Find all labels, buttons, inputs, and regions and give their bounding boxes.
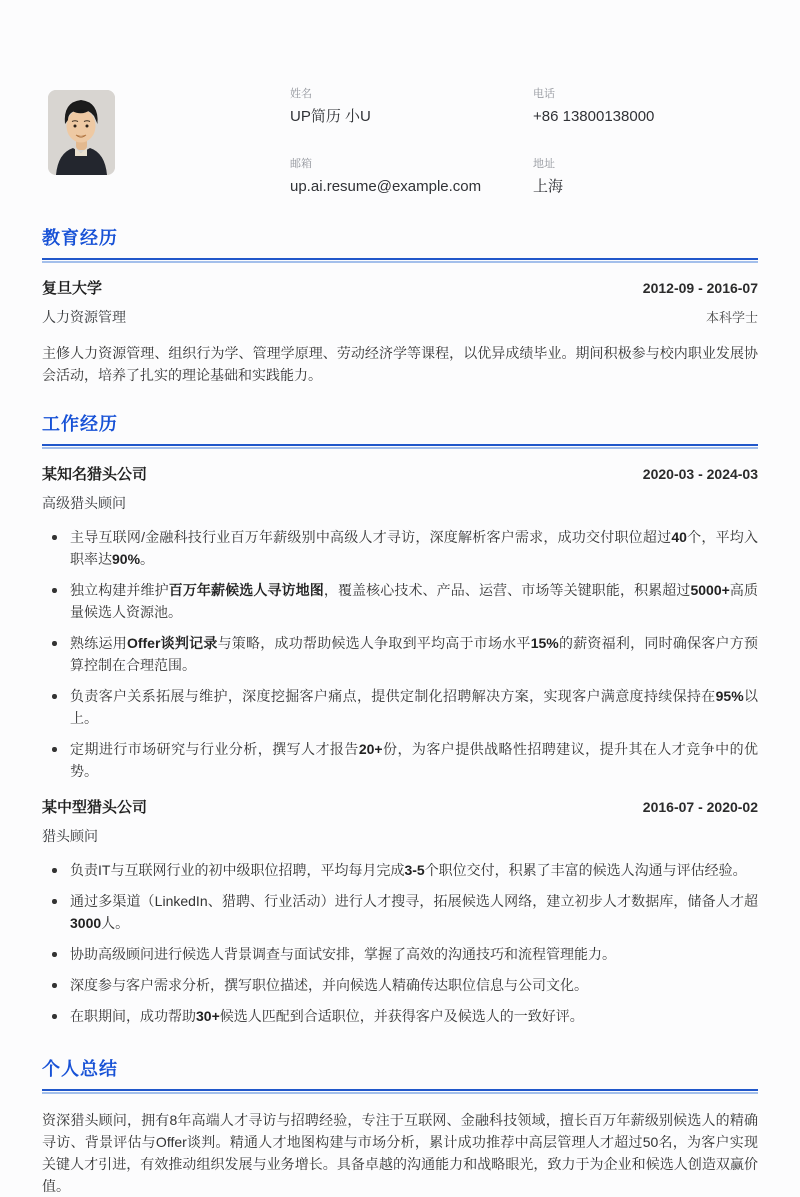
education-date-range: 2012-09 - 2016-07 [642,280,758,296]
name-label: 姓名 [290,88,312,100]
contact-grid [290,88,763,196]
education-section-title: 教育经历 [42,228,118,248]
education-description: 主修人力资源管理、组织行为学、管理学原理、劳动经济学等课程，以优异成绩毕业。期间积极参与校内职业发展协会活动，培养了扎实的理论基础和实践能力。 [42,345,758,383]
resume-header [0,0,800,196]
job-date-range: 2020-03 - 2024-03 [642,466,758,482]
school-name: 复旦大学 [42,280,103,297]
contact-address [533,158,763,196]
job-entry-head [42,463,758,484]
section-title-rule [42,1089,758,1094]
bullet-item: 独立构建并维护百万年薪候选人寻访地图，覆盖核心技术、产品、运营、市场等关键职能，积累超过5000+高质量候选人资源池。 [42,579,758,623]
job-date-range: 2016-07 - 2020-02 [642,799,758,815]
job-bullet-list [42,526,758,782]
work-section-title: 工作经历 [42,414,118,434]
name-value: UP简历 小U [290,108,371,125]
summary-text: 资深猎头顾问，拥有8年高端人才寻访与招聘经验，专注于互联网、金融科技领域，擅长百万年薪级别候选人的精确寻访、背景评估与Offer谈判。精通人才地图构建与市场分析，累计成功推荐中高层管理人才超过50名，为客户实现关键人才引进，有效推动组织发展与业务增长。具备卓越的沟通能力和战略眼光，致力于为企业和候选人创造双赢价值。 [42,1112,758,1194]
bullet-item: 主导互联网/金融科技行业百万年薪级别中高级人才寻访，深度解析客户需求，成功交付职位超过40个，平均入职率达90%。 [42,526,758,570]
bullet-item: 熟练运用Offer谈判记录与策略，成功帮助候选人争取到平均高于市场水平15%的薪资福利，同时确保客户方预算控制在合理范围。 [42,632,758,676]
job-entry-sub [42,493,758,513]
contact-phone [533,88,763,126]
contact-name [290,88,533,126]
section-title-rule [42,258,758,263]
degree-name: 本科学士 [705,310,758,325]
phone-value: +86 13800138000 [533,108,655,125]
section-education [42,228,758,386]
bullet-item: 在职期间，成功帮助30+候选人匹配到合适职位，并获得客户及候选人的一致好评。 [42,1005,758,1027]
education-entry-sub [42,307,758,327]
email-label: 邮箱 [290,158,312,170]
profile-photo [48,90,115,175]
job-entry [42,463,758,782]
job-entry-head [42,796,758,817]
major-name: 人力资源管理 [42,309,126,325]
section-summary [42,1059,758,1197]
portrait-illustration [48,90,115,175]
section-work [42,414,758,1027]
job-bullet-list [42,859,758,1027]
company-name: 某中型猎头公司 [42,799,148,816]
education-entry-head [42,277,758,298]
email-value: up.ai.resume@example.com [290,178,482,195]
bullet-item: 负责客户关系拓展与维护，深度挖掘客户痛点，提供定制化招聘解决方案，实现客户满意度持续保持在95%以上。 [42,685,758,729]
contact-email [290,158,533,196]
job-list [42,463,758,1027]
job-role: 高级猎头顾问 [42,495,126,511]
bullet-item: 深度参与客户需求分析，撰写职位描述，并向候选人精确传达职位信息与公司文化。 [42,974,758,996]
address-label: 地址 [533,158,555,170]
bullet-item: 定期进行市场研究与行业分析，撰写人才报告20+份，为客户提供战略性招聘建议，提升其在人才竞争中的优势。 [42,738,758,782]
summary-section-title: 个人总结 [42,1059,118,1079]
company-name: 某知名猎头公司 [42,466,148,483]
bullet-item: 协助高级顾问进行候选人背景调查与面试安排，掌握了高效的沟通技巧和流程管理能力。 [42,943,758,965]
job-entry [42,796,758,1027]
address-value: 上海 [533,178,564,195]
bullet-item: 负责IT与互联网行业的初中级职位招聘，平均每月完成3-5个职位交付，积累了丰富的候选人沟通与评估经验。 [42,859,758,881]
job-role: 猎头顾问 [42,828,98,844]
section-title-rule [42,444,758,449]
phone-label: 电话 [533,88,555,100]
bullet-item: 通过多渠道（LinkedIn、猎聘、行业活动）进行人才搜寻，拓展候选人网络，建立初步人才数据库，储备人才超3000人。 [42,890,758,934]
job-entry-sub [42,826,758,846]
